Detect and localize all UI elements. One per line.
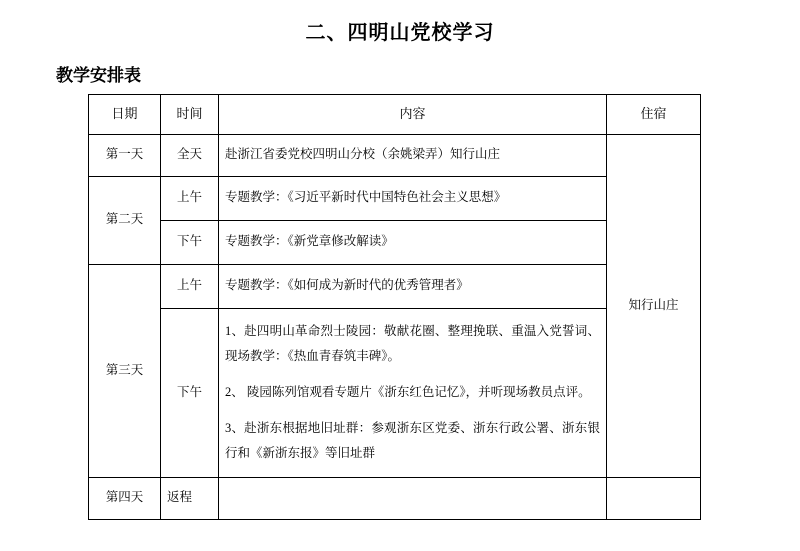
cell-content-day3-am: 专题教学：《如何成为新时代的优秀管理者》 <box>219 264 607 308</box>
header-content: 内容 <box>219 95 607 135</box>
cell-stay-day4 <box>607 477 701 519</box>
cell-content-day4 <box>219 477 607 519</box>
cell-time-day2-am: 上午 <box>161 176 219 220</box>
table-header-row <box>89 95 701 135</box>
schedule-table <box>88 94 701 520</box>
cell-time-day3-am: 上午 <box>161 264 219 308</box>
cell-time-day4: 返程 <box>161 477 219 519</box>
table-row <box>89 134 701 176</box>
cell-stay: 知行山庄 <box>607 134 701 477</box>
section-title: 教学安排表 <box>56 66 141 85</box>
cell-time-day3-pm: 下午 <box>161 308 219 477</box>
document-page <box>0 16 800 551</box>
header-stay: 住宿 <box>607 95 701 135</box>
cell-date-day1: 第一天 <box>89 134 161 176</box>
header-time: 时间 <box>161 95 219 135</box>
cell-time-day2-pm: 下午 <box>161 220 219 264</box>
cell-date-day4: 第四天 <box>89 477 161 519</box>
cell-date-day3: 第三天 <box>89 264 161 477</box>
content-line: 3、赴浙东根据地旧址群：参观浙东区党委、浙东行政公署、浙东银行和《新浙东报》等旧址群 <box>225 420 600 461</box>
cell-content-day3-pm <box>219 308 607 477</box>
cell-content-day2-am: 专题教学：《习近平新时代中国特色社会主义思想》 <box>219 176 607 220</box>
cell-content-day1: 赴浙江省委党校四明山分校（余姚梁弄）知行山庄 <box>219 134 607 176</box>
cell-time-day1: 全天 <box>161 134 219 176</box>
page-title: 二、四明山党校学习 <box>305 22 495 44</box>
header-date: 日期 <box>89 95 161 135</box>
table-row <box>89 477 701 519</box>
content-line: 1、赴四明山革命烈士陵园：敬献花圈、整理挽联、重温入党誓词、现场教学：《热血青春筑丰碑》。 <box>225 323 600 364</box>
cell-date-day2: 第二天 <box>89 176 161 264</box>
content-line: 2、 陵园陈列馆观看专题片《浙东红色记忆》，并听现场教员点评。 <box>225 384 591 399</box>
cell-content-day2-pm: 专题教学：《新党章修改解读》 <box>219 220 607 264</box>
